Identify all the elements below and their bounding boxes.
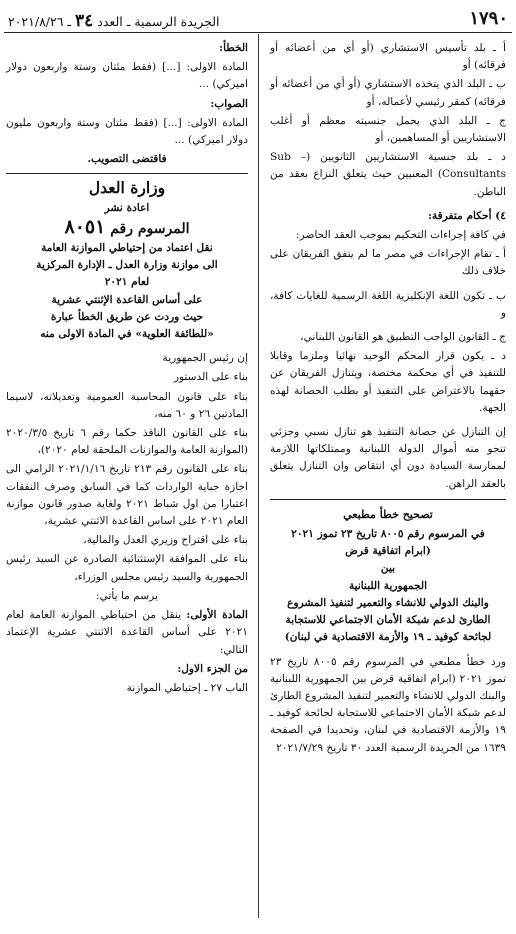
- preamble-proposal: بناء على اقتراح وزيري العدل والمالية،: [83, 534, 248, 547]
- preamble-accounting-law: بناء على قانون المحاسبة العمومية وتعديلاته، لاسيما المادتين ٢٦ و ٦٠ منه،: [6, 390, 248, 420]
- left-column: [6, 40, 248, 699]
- preamble-law-6: بناء على القانون النافذ حكما رقم ٦ تاريخ ٢٠٢٠/٣/٥ (الموازنة العامة والموازنات الملحقة لعام ٢٠٢٠)،: [6, 427, 248, 457]
- article-one-label: المادة الأولى:: [186, 609, 248, 622]
- misc-heading: ٤) أحكام متفرقة:: [428, 209, 506, 222]
- column-divider: [258, 34, 259, 918]
- ministry-title: وزارة العدل: [6, 173, 248, 196]
- decree-title-3: لعام ٢٠٢١: [104, 276, 150, 289]
- decree-title-6: «للطائفة العلوية» في المادة الاولى منه: [40, 328, 214, 341]
- misc-item-b: ب ـ تكون اللغة الإنكليزية اللغة الرسمية للغايات كافة، و: [270, 289, 506, 319]
- correction-subtitle-3: بين: [380, 562, 396, 575]
- decree-title-5: حيث وردت عن طريق الخطأ عبارة: [50, 310, 204, 323]
- correct-label: الصواب:: [210, 97, 248, 110]
- republish-label: اعادة نشر: [104, 201, 150, 214]
- misc-item-d: د ـ يكون قرار المحكم الوحيد نهائيا وملزما وقابلا للتنفيذ في أي محكمة مختصة، ويتنازل الفريقان عن حقهما بالاعتراض على التنفيذ أو بطلب الحصانة لهذه الجهة.: [270, 350, 506, 414]
- correction-body: ورد خطأ مطبعي في المرسوم رقم ٨٠٠٥ تاريخ ٢٣ تموز ٢٠٢١ (ابرام اتفاقية قرض بين الجمهورية اللبنانية والبنك الدولي للانشاء والتعمير لتنفيذ المشروع الطارئ لدعم شبكة الأمان الاجتماعي للاستجابة لجائحة كوفيد ـ ١٩ والأزمة الاقتصادية في لبنان، وتحديدا في الصفحة ١٦٣٩ من الجريدة الرسمية العدد ٣٠ تاريخ ٢٠٢١/٧/٢٩: [270, 655, 507, 754]
- article-one-text: ينقل من احتياطي الموازنة العامة لعام ٢٠٢١ على أساس القاعدة الاثنتي عشرية الإعتماد التالي:: [6, 609, 248, 656]
- preamble-constitution: بناء على الدستور: [173, 371, 248, 384]
- error-label: الخطأ:: [219, 42, 248, 54]
- page-number: ١٧٩٠: [469, 8, 508, 29]
- preamble-law-213: بناء على القانون رقم ٢١٣ تاريخ ٢٠٢١/١/١٦ الرامي الى اجازة جباية الواردات كما في السابق وصرف النفقات اعتبارا من اول شباط ٢٠٢١ ولغاية صدور قانون موازنة العام ٢٠٢١ على اساس القاعدة الاثنتي عشرية،: [6, 463, 248, 528]
- misc-intro: في كافة إجراءات التحكيم بموجب العقد الحاضر:: [296, 229, 506, 242]
- misc-item-a: أ ـ تقام الإجراءات في مصر ما لم يتفق الفريقان على خلاف ذلك: [270, 248, 506, 278]
- correct-text: المادة الاولى: [...] (فقط مئتان وستة واربعون مليون دولار اميركي) ...: [6, 116, 248, 147]
- decree-heading: [6, 215, 248, 238]
- publication-title: الجريدة الرسمية ـ العدد: [97, 14, 220, 29]
- correction-title: تصحيح خطأ مطبعي: [270, 499, 506, 523]
- clause-b: ب ـ البلد الذي يتخذه الاستشاري (أو أي من أعضائه أو فرقائه) كمقر رئيسي لأعماله، أو: [270, 78, 506, 108]
- correction-subtitle-2: (ابرام اتفاقية قرض: [345, 545, 431, 558]
- page-header: [4, 6, 512, 33]
- clause-d: د ـ بلد جنسية الاستشاريين الثانويين (Sub – Consultants) المعنيين حيث يتعلق النزاع بعقد من الباطن.: [270, 151, 506, 198]
- correction-subtitle-5: والبنك الدولي للانشاء والتعمير لتنفيذ المشروع الطارئ لدعم شبكة الأمان الاجتماعي للاستجابة لجائحة كوفيد ـ ١٩ والأزمة الاقتصادية في لبنان): [284, 596, 492, 644]
- preamble-approval: بناء على الموافقة الإستثنائية الصادرة عن السيد رئيس الجمهورية والسيد رئيس مجلس الوزراء،: [6, 553, 248, 583]
- article-one: [6, 607, 248, 659]
- budget-chapter: الباب ٢٧ ـ إحتياطي الموازنة: [126, 681, 248, 694]
- misc-item-c: ج ـ القانون الواجب التطبيق هو القانون اللبناني،: [300, 331, 506, 344]
- clause-a: أ ـ بلد تأسيس الاستشاري (أو أي من أعضائه أو فرقائه) أو: [270, 42, 506, 72]
- issue-number: ٣٤: [75, 11, 94, 31]
- preamble-president: إن رئيس الجمهورية: [162, 352, 248, 365]
- error-text: المادة الاولى: [...] (فقط مئتان وستة واربعون دولار اميركي) ...: [6, 61, 248, 91]
- correction-subtitle-1: في المرسوم رقم ٨٠٠٥ تاريخ ٢٣ تموز ٢٠٢١: [291, 528, 485, 541]
- decree-label: المرسوم رقم: [110, 220, 190, 237]
- part-heading: من الجزء الاول:: [177, 662, 248, 675]
- publication-line: [8, 11, 220, 31]
- clause-c: ج ـ البلد الذي يحمل جنسيته معظم أو أغلب الاستشاريين أو المساهمين، أو: [270, 114, 506, 145]
- decree-title-4: على أساس القاعدة الإثنتي عشرية: [51, 293, 203, 306]
- decree-title-1: نقل اعتماد من إحتياطي الموازنة العامة: [41, 242, 213, 255]
- decrees-line: يرسم ما يأتي:: [96, 589, 158, 602]
- issue-date: ـ ٢٠٢١/٨/٢٦: [8, 14, 72, 29]
- decree-title-2: الى موازنة وزارة العدل ـ الإدارة المركزية: [36, 259, 218, 272]
- right-column: [270, 40, 506, 759]
- correction-subtitle-4: الجمهورية اللبنانية: [348, 579, 428, 592]
- correction-requirement: فاقتضى التصويب.: [87, 153, 167, 166]
- decree-number: ٨٠٥١: [64, 215, 106, 238]
- waiver-paragraph: إن التنازل عن حصانة التنفيذ هو تنازل نسبي وجزئي تنجو منه أموال الدولة اللبنانية وممتلكاتها اللازمة لممارسة السيادة دون أي انتقاص وان التنازل يتعلق بالعقد الراهن.: [270, 426, 506, 490]
